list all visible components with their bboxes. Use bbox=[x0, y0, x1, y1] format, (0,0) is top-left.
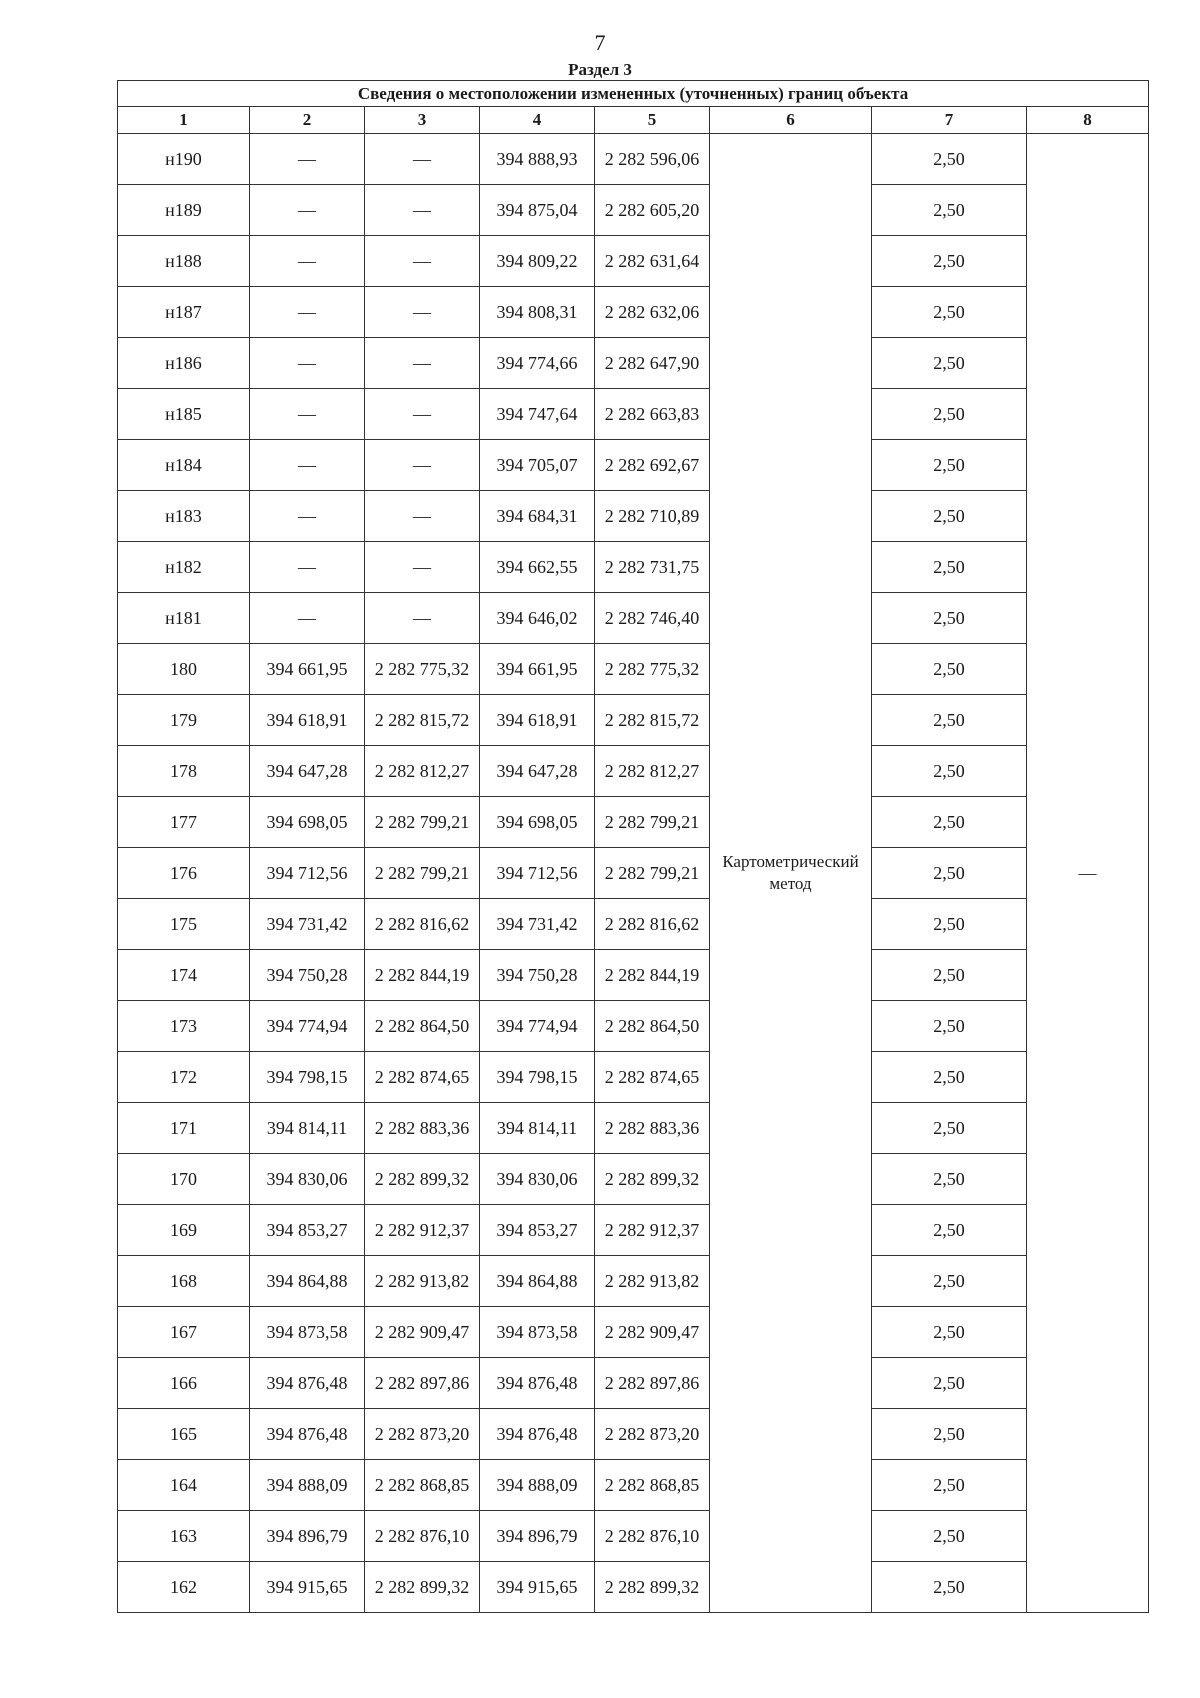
existing-y-cell: — bbox=[365, 287, 480, 338]
point-number-cell: 178 bbox=[118, 746, 250, 797]
existing-x-cell: 394 888,09 bbox=[250, 1460, 365, 1511]
accuracy-cell: 2,50 bbox=[872, 134, 1027, 185]
existing-x-cell: 394 731,42 bbox=[250, 899, 365, 950]
existing-y-cell: 2 282 912,37 bbox=[365, 1205, 480, 1256]
point-number-cell: 171 bbox=[118, 1103, 250, 1154]
table-row bbox=[118, 1052, 1149, 1103]
new-x-cell: 394 698,05 bbox=[480, 797, 595, 848]
existing-x-cell: 394 647,28 bbox=[250, 746, 365, 797]
boundary-coordinates-table bbox=[117, 80, 1149, 1613]
new-y-cell: 2 282 799,21 bbox=[595, 848, 710, 899]
accuracy-cell: 2,50 bbox=[872, 287, 1027, 338]
accuracy-cell: 2,50 bbox=[872, 440, 1027, 491]
existing-y-cell: — bbox=[365, 338, 480, 389]
point-number-cell: 162 bbox=[118, 1562, 250, 1613]
accuracy-cell: 2,50 bbox=[872, 542, 1027, 593]
new-y-cell: 2 282 864,50 bbox=[595, 1001, 710, 1052]
point-number-cell: 177 bbox=[118, 797, 250, 848]
accuracy-cell: 2,50 bbox=[872, 593, 1027, 644]
existing-y-cell: — bbox=[365, 593, 480, 644]
point-number-cell: 176 bbox=[118, 848, 250, 899]
new-x-cell: 394 876,48 bbox=[480, 1409, 595, 1460]
new-y-cell: 2 282 692,67 bbox=[595, 440, 710, 491]
new-x-cell: 394 888,93 bbox=[480, 134, 595, 185]
accuracy-cell: 2,50 bbox=[872, 491, 1027, 542]
existing-x-cell: 394 873,58 bbox=[250, 1307, 365, 1358]
table-row bbox=[118, 389, 1149, 440]
existing-x-cell: 394 798,15 bbox=[250, 1052, 365, 1103]
existing-x-cell: 394 915,65 bbox=[250, 1562, 365, 1613]
new-x-cell: 394 750,28 bbox=[480, 950, 595, 1001]
accuracy-cell: 2,50 bbox=[872, 746, 1027, 797]
new-x-cell: 394 618,91 bbox=[480, 695, 595, 746]
existing-x-cell: — bbox=[250, 338, 365, 389]
existing-y-cell: 2 282 899,32 bbox=[365, 1154, 480, 1205]
new-x-cell: 394 875,04 bbox=[480, 185, 595, 236]
existing-x-cell: 394 750,28 bbox=[250, 950, 365, 1001]
table-row bbox=[118, 134, 1149, 185]
new-x-cell: 394 705,07 bbox=[480, 440, 595, 491]
table-row bbox=[118, 593, 1149, 644]
table-row bbox=[118, 746, 1149, 797]
existing-y-cell: 2 282 899,32 bbox=[365, 1562, 480, 1613]
point-number-cell: 173 bbox=[118, 1001, 250, 1052]
existing-x-cell: 394 774,94 bbox=[250, 1001, 365, 1052]
accuracy-cell: 2,50 bbox=[872, 797, 1027, 848]
new-x-cell: 394 864,88 bbox=[480, 1256, 595, 1307]
existing-y-cell: 2 282 883,36 bbox=[365, 1103, 480, 1154]
new-x-cell: 394 853,27 bbox=[480, 1205, 595, 1256]
accuracy-cell: 2,50 bbox=[872, 389, 1027, 440]
existing-x-cell: — bbox=[250, 389, 365, 440]
accuracy-cell: 2,50 bbox=[872, 1307, 1027, 1358]
existing-y-cell: 2 282 799,21 bbox=[365, 848, 480, 899]
point-number-cell: 164 bbox=[118, 1460, 250, 1511]
new-x-cell: 394 684,31 bbox=[480, 491, 595, 542]
point-number-cell: 170 bbox=[118, 1154, 250, 1205]
accuracy-cell: 2,50 bbox=[872, 1460, 1027, 1511]
point-number-cell: 168 bbox=[118, 1256, 250, 1307]
table-row bbox=[118, 1562, 1149, 1613]
table-row bbox=[118, 644, 1149, 695]
column-header-row bbox=[118, 107, 1149, 134]
new-x-cell: 394 888,09 bbox=[480, 1460, 595, 1511]
new-y-cell: 2 282 799,21 bbox=[595, 797, 710, 848]
point-number-cell: н181 bbox=[118, 593, 250, 644]
new-y-cell: 2 282 605,20 bbox=[595, 185, 710, 236]
table-row bbox=[118, 950, 1149, 1001]
existing-y-cell: 2 282 815,72 bbox=[365, 695, 480, 746]
table-row bbox=[118, 1103, 1149, 1154]
accuracy-cell: 2,50 bbox=[872, 1205, 1027, 1256]
new-x-cell: 394 774,66 bbox=[480, 338, 595, 389]
table-row bbox=[118, 440, 1149, 491]
accuracy-cell: 2,50 bbox=[872, 1562, 1027, 1613]
new-x-cell: 394 896,79 bbox=[480, 1511, 595, 1562]
existing-y-cell: — bbox=[365, 440, 480, 491]
existing-x-cell: 394 661,95 bbox=[250, 644, 365, 695]
new-x-cell: 394 712,56 bbox=[480, 848, 595, 899]
column-header: 7 bbox=[872, 107, 1027, 134]
existing-x-cell: — bbox=[250, 440, 365, 491]
new-x-cell: 394 808,31 bbox=[480, 287, 595, 338]
new-y-cell: 2 282 647,90 bbox=[595, 338, 710, 389]
table-row bbox=[118, 542, 1149, 593]
existing-y-cell: 2 282 868,85 bbox=[365, 1460, 480, 1511]
existing-y-cell: — bbox=[365, 389, 480, 440]
existing-x-cell: 394 830,06 bbox=[250, 1154, 365, 1205]
new-y-cell: 2 282 710,89 bbox=[595, 491, 710, 542]
table-row bbox=[118, 338, 1149, 389]
existing-y-cell: — bbox=[365, 491, 480, 542]
existing-x-cell: 394 896,79 bbox=[250, 1511, 365, 1562]
point-number-cell: 166 bbox=[118, 1358, 250, 1409]
new-y-cell: 2 282 899,32 bbox=[595, 1562, 710, 1613]
existing-y-cell: 2 282 812,27 bbox=[365, 746, 480, 797]
new-y-cell: 2 282 631,64 bbox=[595, 236, 710, 287]
accuracy-cell: 2,50 bbox=[872, 899, 1027, 950]
accuracy-cell: 2,50 bbox=[872, 1409, 1027, 1460]
existing-x-cell: — bbox=[250, 236, 365, 287]
point-number-cell: н184 bbox=[118, 440, 250, 491]
accuracy-cell: 2,50 bbox=[872, 1256, 1027, 1307]
point-number-cell: н189 bbox=[118, 185, 250, 236]
section-title: Раздел 3 bbox=[568, 60, 632, 79]
new-x-cell: 394 830,06 bbox=[480, 1154, 595, 1205]
new-x-cell: 394 646,02 bbox=[480, 593, 595, 644]
new-y-cell: 2 282 816,62 bbox=[595, 899, 710, 950]
accuracy-cell: 2,50 bbox=[872, 1052, 1027, 1103]
accuracy-cell: 2,50 bbox=[872, 1358, 1027, 1409]
new-y-cell: 2 282 844,19 bbox=[595, 950, 710, 1001]
point-number-cell: 165 bbox=[118, 1409, 250, 1460]
column-header: 8 bbox=[1027, 107, 1149, 134]
existing-x-cell: — bbox=[250, 491, 365, 542]
column-8-cell: — bbox=[1027, 134, 1149, 1613]
existing-y-cell: 2 282 864,50 bbox=[365, 1001, 480, 1052]
new-x-cell: 394 798,15 bbox=[480, 1052, 595, 1103]
existing-x-cell: — bbox=[250, 134, 365, 185]
accuracy-cell: 2,50 bbox=[872, 1001, 1027, 1052]
accuracy-cell: 2,50 bbox=[872, 185, 1027, 236]
column-header: 4 bbox=[480, 107, 595, 134]
existing-y-cell: 2 282 897,86 bbox=[365, 1358, 480, 1409]
existing-y-cell: 2 282 876,10 bbox=[365, 1511, 480, 1562]
accuracy-cell: 2,50 bbox=[872, 848, 1027, 899]
table-row bbox=[118, 1001, 1149, 1052]
accuracy-cell: 2,50 bbox=[872, 695, 1027, 746]
table-row bbox=[118, 185, 1149, 236]
new-y-cell: 2 282 912,37 bbox=[595, 1205, 710, 1256]
existing-y-cell: 2 282 775,32 bbox=[365, 644, 480, 695]
new-x-cell: 394 662,55 bbox=[480, 542, 595, 593]
table-row bbox=[118, 236, 1149, 287]
table-body bbox=[118, 134, 1149, 1613]
existing-x-cell: — bbox=[250, 185, 365, 236]
new-y-cell: 2 282 812,27 bbox=[595, 746, 710, 797]
existing-y-cell: 2 282 913,82 bbox=[365, 1256, 480, 1307]
column-header: 6 bbox=[710, 107, 872, 134]
new-y-cell: 2 282 775,32 bbox=[595, 644, 710, 695]
existing-x-cell: — bbox=[250, 593, 365, 644]
table-row bbox=[118, 1358, 1149, 1409]
existing-y-cell: 2 282 874,65 bbox=[365, 1052, 480, 1103]
new-y-cell: 2 282 909,47 bbox=[595, 1307, 710, 1358]
new-y-cell: 2 282 876,10 bbox=[595, 1511, 710, 1562]
new-y-cell: 2 282 883,36 bbox=[595, 1103, 710, 1154]
table-row bbox=[118, 1307, 1149, 1358]
existing-y-cell: 2 282 799,21 bbox=[365, 797, 480, 848]
existing-x-cell: 394 618,91 bbox=[250, 695, 365, 746]
table-row bbox=[118, 848, 1149, 899]
existing-y-cell: — bbox=[365, 134, 480, 185]
accuracy-cell: 2,50 bbox=[872, 644, 1027, 695]
column-header: 1 bbox=[118, 107, 250, 134]
table-row bbox=[118, 797, 1149, 848]
table-caption: Сведения о местоположении измененных (уточненных) границ объекта bbox=[118, 81, 1149, 107]
new-x-cell: 394 731,42 bbox=[480, 899, 595, 950]
table-row bbox=[118, 1511, 1149, 1562]
table-row bbox=[118, 287, 1149, 338]
new-x-cell: 394 747,64 bbox=[480, 389, 595, 440]
new-x-cell: 394 814,11 bbox=[480, 1103, 595, 1154]
existing-y-cell: 2 282 909,47 bbox=[365, 1307, 480, 1358]
table-row bbox=[118, 1205, 1149, 1256]
new-x-cell: 394 915,65 bbox=[480, 1562, 595, 1613]
new-y-cell: 2 282 874,65 bbox=[595, 1052, 710, 1103]
new-y-cell: 2 282 663,83 bbox=[595, 389, 710, 440]
accuracy-cell: 2,50 bbox=[872, 236, 1027, 287]
existing-y-cell: 2 282 816,62 bbox=[365, 899, 480, 950]
point-number-cell: 172 bbox=[118, 1052, 250, 1103]
accuracy-cell: 2,50 bbox=[872, 1154, 1027, 1205]
new-x-cell: 394 876,48 bbox=[480, 1358, 595, 1409]
existing-x-cell: 394 864,88 bbox=[250, 1256, 365, 1307]
accuracy-cell: 2,50 bbox=[872, 1511, 1027, 1562]
point-number-cell: 180 bbox=[118, 644, 250, 695]
new-x-cell: 394 774,94 bbox=[480, 1001, 595, 1052]
existing-x-cell: 394 698,05 bbox=[250, 797, 365, 848]
point-number-cell: н185 bbox=[118, 389, 250, 440]
new-y-cell: 2 282 899,32 bbox=[595, 1154, 710, 1205]
table-row bbox=[118, 1256, 1149, 1307]
existing-x-cell: 394 853,27 bbox=[250, 1205, 365, 1256]
column-header: 3 bbox=[365, 107, 480, 134]
point-number-cell: н183 bbox=[118, 491, 250, 542]
new-y-cell: 2 282 815,72 bbox=[595, 695, 710, 746]
method-cell: Картометрический метод bbox=[710, 134, 872, 1613]
table-row bbox=[118, 1154, 1149, 1205]
table-row bbox=[118, 1409, 1149, 1460]
existing-x-cell: 394 814,11 bbox=[250, 1103, 365, 1154]
existing-x-cell: 394 876,48 bbox=[250, 1409, 365, 1460]
existing-x-cell: 394 876,48 bbox=[250, 1358, 365, 1409]
table-row bbox=[118, 1460, 1149, 1511]
point-number-cell: 163 bbox=[118, 1511, 250, 1562]
existing-x-cell: — bbox=[250, 542, 365, 593]
new-y-cell: 2 282 913,82 bbox=[595, 1256, 710, 1307]
existing-x-cell: 394 712,56 bbox=[250, 848, 365, 899]
existing-y-cell: — bbox=[365, 542, 480, 593]
existing-y-cell: — bbox=[365, 236, 480, 287]
new-x-cell: 394 809,22 bbox=[480, 236, 595, 287]
new-x-cell: 394 873,58 bbox=[480, 1307, 595, 1358]
point-number-cell: н188 bbox=[118, 236, 250, 287]
table-row bbox=[118, 491, 1149, 542]
point-number-cell: 175 bbox=[118, 899, 250, 950]
new-y-cell: 2 282 873,20 bbox=[595, 1409, 710, 1460]
column-header: 2 bbox=[250, 107, 365, 134]
point-number-cell: 174 bbox=[118, 950, 250, 1001]
table-row bbox=[118, 695, 1149, 746]
new-y-cell: 2 282 746,40 bbox=[595, 593, 710, 644]
point-number-cell: н182 bbox=[118, 542, 250, 593]
new-x-cell: 394 647,28 bbox=[480, 746, 595, 797]
table-row bbox=[118, 899, 1149, 950]
point-number-cell: н187 bbox=[118, 287, 250, 338]
accuracy-cell: 2,50 bbox=[872, 950, 1027, 1001]
existing-x-cell: — bbox=[250, 287, 365, 338]
column-header: 5 bbox=[595, 107, 710, 134]
point-number-cell: 167 bbox=[118, 1307, 250, 1358]
point-number-cell: н190 bbox=[118, 134, 250, 185]
existing-y-cell: 2 282 873,20 bbox=[365, 1409, 480, 1460]
existing-y-cell: — bbox=[365, 185, 480, 236]
new-y-cell: 2 282 731,75 bbox=[595, 542, 710, 593]
point-number-cell: 179 bbox=[118, 695, 250, 746]
new-y-cell: 2 282 596,06 bbox=[595, 134, 710, 185]
point-number-cell: н186 bbox=[118, 338, 250, 389]
new-y-cell: 2 282 868,85 bbox=[595, 1460, 710, 1511]
accuracy-cell: 2,50 bbox=[872, 1103, 1027, 1154]
new-y-cell: 2 282 632,06 bbox=[595, 287, 710, 338]
existing-y-cell: 2 282 844,19 bbox=[365, 950, 480, 1001]
page-number: 7 bbox=[594, 30, 606, 55]
point-number-cell: 169 bbox=[118, 1205, 250, 1256]
new-x-cell: 394 661,95 bbox=[480, 644, 595, 695]
accuracy-cell: 2,50 bbox=[872, 338, 1027, 389]
new-y-cell: 2 282 897,86 bbox=[595, 1358, 710, 1409]
